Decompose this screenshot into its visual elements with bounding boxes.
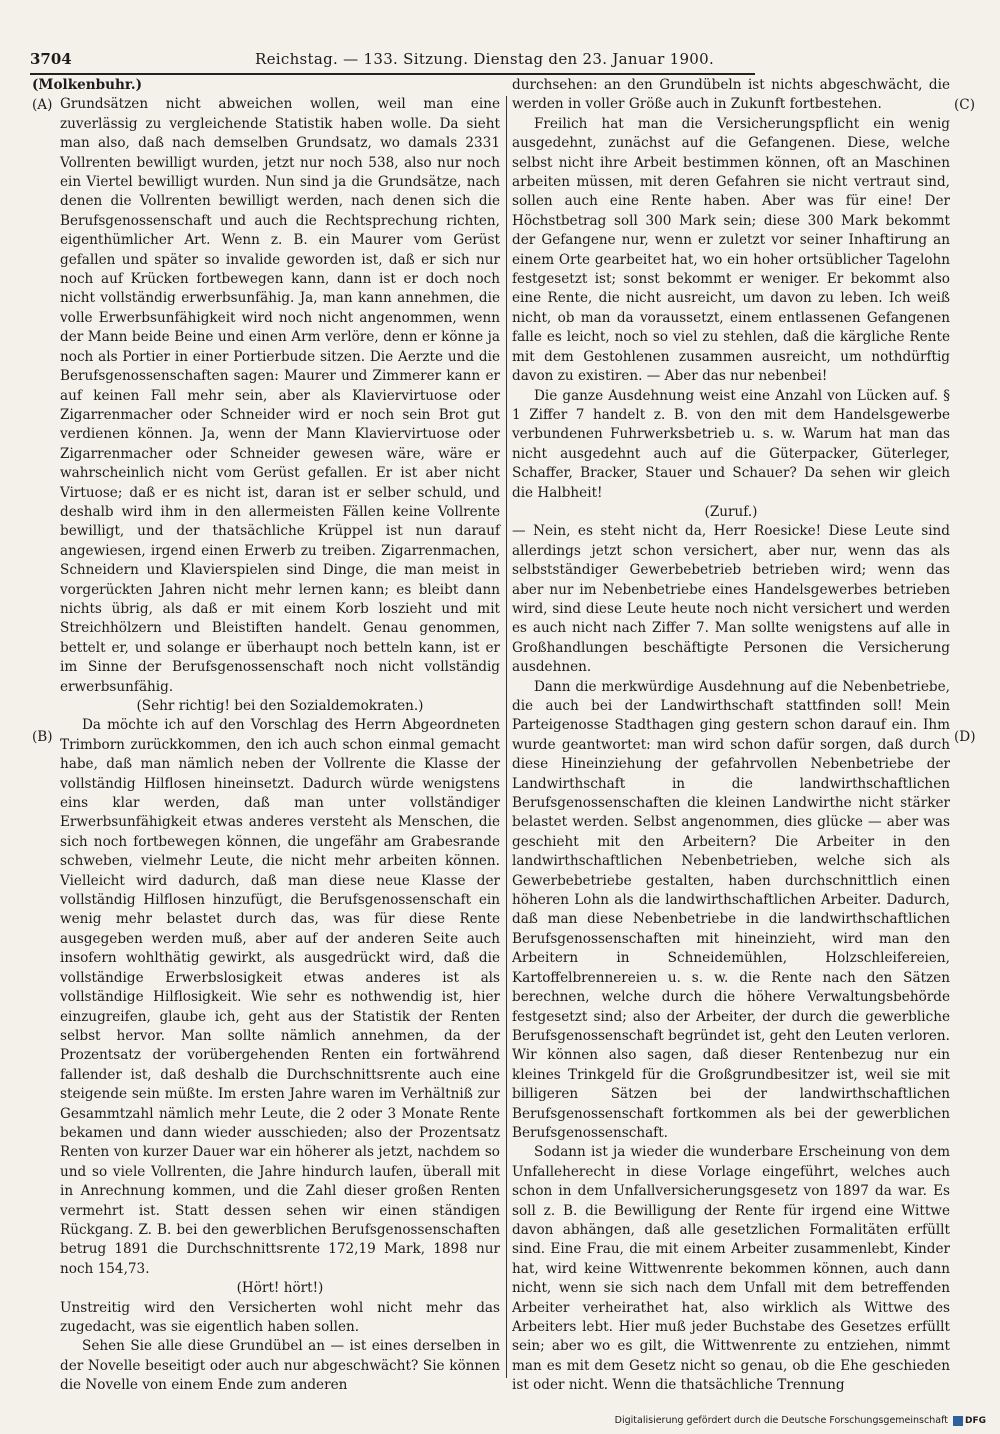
right-column bbox=[512, 76, 950, 1394]
paragraph: Da möchte ich auf den Vorschlag des Herrn Abgeordneten Trimborn zurückkommen, den ich auch schon einmal gemacht habe, daß man nämlich neben der Vollrente die Klasse der vollständig Hilflosen hineinsetzt. Dadurch würde wenigstens eins klar werden, daß man unter vollständiger Erwerbsunfähigkeit etwas anderes versteht als Menschen, die sich noch fortbewegen können, die ungefähr am Grabesrande schweben, vielmehr Leute, die nicht mehr arbeiten können. Vielleicht wird dadurch, daß man diese neue Klasse der vollständig Hilflosen hinzufügt, die Berufsgenossenschaft ein wenig mehr belastet durch das, was für diese Rente ausgegeben werden muß, aber auf der anderen Seite auch insofern wohlthätig gewirkt, als ausgedrückt wird, daß die vollständige Erwerbslosigkeit etwas anderes ist als vollständige Hilflosigkeit. Wie sehr es nothwendig ist, hier einzugreifen, glaube ich, geht aus der Statistik der Renten selbst hervor. Man sollte nämlich annehmen, da der Prozentsatz der vorübergehenden Renten ein fortwährend fallender ist, daß deshalb die Durchschnittsrente auch eine steigende sein müßte. Im ersten Jahre waren im Verhältniß zur Gesammtzahl nämlich mehr Leute, die 2 oder 3 Monate Rente bekamen und dann wieder ausschieden; also der Prozentsatz Renten von kurzer Dauer war ein höherer als jetzt, nachdem so und so viele Vollrenten, die Jahre hindurch laufen, überall mit in Anrechnung kommen, und die Zahl dieser großen Renten vermehrt ist. Statt dessen sehen wir einen ständigen Rückgang. Z. B. bei den gewerblichen Berufsgenossenschaften betrug 1891 die Durchschnittsrente 172,19 Mark, 1898 nur noch 154,73. bbox=[60, 717, 500, 1277]
interjection: (Sehr richtig! bei den Sozialdemokraten.) bbox=[136, 698, 424, 714]
header-rule bbox=[30, 73, 755, 75]
interjection: (Hört! hört!) bbox=[236, 1280, 324, 1297]
dfg-logo-mark-icon bbox=[953, 1416, 963, 1426]
paragraph: Sodann ist ja wieder die wunderbare Erscheinung von dem Unfalleherecht in diese Vorlage eingeführt, welches auch schon in dem Unfallversicherungsgesetz von 1897 da war. Es soll z. B. die Bewilligung der Rente für irgend eine Wittwe davon abhängen, daß alle gesetzlichen Formalitäten erfüllt sind. Eine Frau, die mit einem Arbeiter zusammenlebt, Kinder hat, wird keine Wittwenrente bekommen können, auch dann nicht, wenn sie sich nach dem Unfall mit dem betreffenden Arbeiter verheirathet hat, also wirklich als Wittwe des Arbeiters lebt. Hier muß jeder Buchstabe des Gesetzes erfüllt sein; aber wo es gilt, die Wittwenrente zu entziehen, nimmt man es mit dem Gesetz nicht so genau, ob die Ehe geschieden ist oder nicht. Wenn die thatsächliche Trennung bbox=[512, 1144, 950, 1394]
dfg-logo bbox=[953, 1412, 986, 1430]
left-column bbox=[32, 76, 500, 1394]
column-divider bbox=[506, 96, 507, 1378]
paragraph: Dann die merkwürdige Ausdehnung auf die Nebenbetriebe, die auch bei der Landwirthschaft stattfinden soll! Mein Parteigenosse Stadthagen ging gestern schon darauf ein. Ihm wurde geantwortet: man wird schon dafür sorgen, daß durch diese Hineinziehung der gefahrvollen Nebenbetriebe der Landwirthschaft in die landwirthschaftlichen Berufsgenossenschaften die kleinen Landwirthe nicht stärker belastet werden. Selbst angenommen, dies glücke — aber was geschieht mit den Arbeitern? Die Arbeiter in den landwirthschaftlichen Nebenbetrieben, welche sich als Gewerbebetriebe gestalten, haben durchschnittlich einen höheren Lohn als die landwirthschaftlichen Arbeiter. Dadurch, daß man diese Nebenbetriebe in die landwirthschaftlichen Berufsgenossenschaften mit hineinzieht, wird man den Arbeitern in Schneidemühlen, Holzschleifereien, Kartoffelbrennereien u. s. w. die Rente nach den Sätzen berechnen, welche durch die höhere Verwaltungsbehörde festgesetzt sind; also der Arbeiter, der durch die gewerbliche Berufsgenossenschaft begründet ist, geht den Leuten verloren. Wir können also sagen, daß dieser Rentenbezug nur ein kleines Trinkgeld für die Großgrundbesitzer ist, weil sie mit billigeren Sätzen bei der landwirthschaftlichen Berufsgenossenschaft fortkommen als bei der gewerblichen Berufsgenossenschaft. bbox=[512, 678, 950, 1141]
page-number: 3704 bbox=[30, 50, 72, 68]
margin-marker-b: (B) bbox=[32, 729, 53, 745]
paragraph: — Nein, es steht nicht da, Herr Roesicke! Diese Leute sind allerdings jetzt schon versichert, aber nur, wenn das als selbstständiger Gewerbebetrieb betrieben wird; wenn das aber nur im Nebenbetriebe eines Handelsgewerbes betrieben wird, sind diese Leute heute noch nicht versichert und werden es auch nicht nach Ziffer 7. Man sollte wenigstens auf alle in Großhandlungen beschäftigte Personen die Versicherung ausdehnen. bbox=[512, 523, 950, 676]
dfg-logo-text: DFG bbox=[964, 1416, 986, 1426]
paragraph: Sehen Sie alle diese Grundübel an — ist eines derselben in der Novelle beseitigt oder auch nur abgeschwächt? Sie können die Novelle von einem Ende zum anderen bbox=[60, 1338, 500, 1394]
interjection: (Zuruf.) bbox=[704, 503, 758, 520]
paragraph: Grundsätzen nicht abweichen wollen, weil man eine zuverlässig zu vergleichende Statistik haben wolle. Da sieht man also, daß nach demselben Grundsatz, wo damals 2331 Vollrenten bewilligt wurden, jetzt nur noch 538, also nur noch ein Viertel bewilligt wurden. Nun sind ja die Grundsätze, nach denen die Vollrenten bewilligt werden, nach denen sich die Berufsgenossenschaft und auch die Rechtsprechung richten, eigenthümlicher Art. Wenn z. B. ein Maurer vom Gerüst gefallen und später so invalide geworden ist, daß er sich nur noch auf Krücken fortbewegen kann, dann ist er doch noch nicht vollständig erwerbsunfähig. Ja, man kann annehmen, die volle Erwerbsunfähigkeit wird noch nicht angenommen, wenn der Mann beide Beine und einen Arm verlöre, denn er könne ja noch als Portier in einer Portierbude sitzen. Die Aerzte und die Berufsgenossenschaften sagen: Maurer und Zimmerer kann er auf keinen Fall mehr sein, aber als Klaviervirtuose oder Zigarrenmacher oder Schneider wird er noch sein Brot gut verdienen können. Ja, wenn der Mann Klaviervirtuose oder Zigarrenmacher oder Schneider gewesen wäre, wäre er wahrscheinlich nicht vom Gerüst gefallen. Er ist aber nicht Virtuose; daß er es nicht ist, daran ist er selber schuld, und deshalb wird ihm in den allermeisten Fällen keine Vollrente bewilligt, und der thatsächliche Krüppel ist nun darauf angewiesen, irgend einen Erwerb zu treiben. Zigarrenmachen, Schneidern und Klavierspielen sind Dinge, die man meist in vorgerückten Jahren nicht mehr lernen kann; es bleibt dann nichts übrig, als daß er mit einem Korb loszieht und mit Streichhölzern und Bleistiften handelt. Genau genommen, bettelt er, und solange er überhaupt noch betteln kann, ist er im Sinne der Berufsgenossenschaft noch nicht vollständig erwerbsunfähig. bbox=[60, 96, 500, 695]
page-header bbox=[30, 44, 750, 74]
footer-credit bbox=[615, 1412, 986, 1430]
paragraph: Unstreitig wird den Versicherten wohl nicht mehr das zugedacht, was sie eigentlich haben sollen. bbox=[60, 1299, 500, 1335]
speaker-name: (Molkenbuhr.) bbox=[32, 77, 143, 93]
margin-marker-d: (D) bbox=[954, 729, 976, 745]
paragraph: Freilich hat man die Versicherungspflicht ein wenig ausgedehnt, zunächst auf die Gefangenen. Diese, welche selbst nicht ihre Arbeit bestimmen können, oft an Maschinen arbeiten müssen, mit deren Gefahren sie nicht vertraut sind, sollen auch eine Rente haben. Aber was für eine! Der Höchstbetrag soll 300 Mark sein; diese 300 Mark bekommt der Gefangene nur, wenn er zuletzt vor seiner Inhaftirung an einem Orte gearbeitet hat, wo ein hoher ortsüblicher Tagelohn festgesetzt ist; sonst bekommt er weniger. Er bekommt also eine Rente, die nicht ausreicht, um davon zu leben. Ich weiß nicht, ob man da voraussetzt, einem entlassenen Gefangenen falle es leicht, noch so viel zu stehlen, daß die kärgliche Rente mit dem Gestohlenen zusammen ausreicht, um nothdürftig davon zu existiren. — Aber das nur nebenbei! bbox=[512, 115, 950, 385]
margin-marker-c: (C) bbox=[954, 97, 976, 113]
margin-marker-a: (A) bbox=[32, 97, 53, 113]
page-title: Reichstag. — 133. Sitzung. Dienstag den 23. Januar 1900. bbox=[255, 50, 715, 68]
paragraph: durchsehen: an den Grundübeln ist nichts abgeschwächt, die werden in voller Größe auch in Zukunft fortbestehen. bbox=[512, 77, 950, 113]
credit-text: Digitalisierung gefördert durch die Deutsche Forschungsgemeinschaft bbox=[614, 1415, 948, 1426]
paragraph: Die ganze Ausdehnung weist eine Anzahl von Lücken auf. § 1 Ziffer 7 handelt z. B. von den mit dem Handelsgewerbe verbundenen Fuhrwerksbetrieb u. s. w. Warum hat man das nicht ausgedehnt auch auf die Güterpacker, Güterleger, Schaffer, Bracker, Stauer und Schauer? Da sehen wir gleich die Halbheit! bbox=[512, 387, 950, 501]
